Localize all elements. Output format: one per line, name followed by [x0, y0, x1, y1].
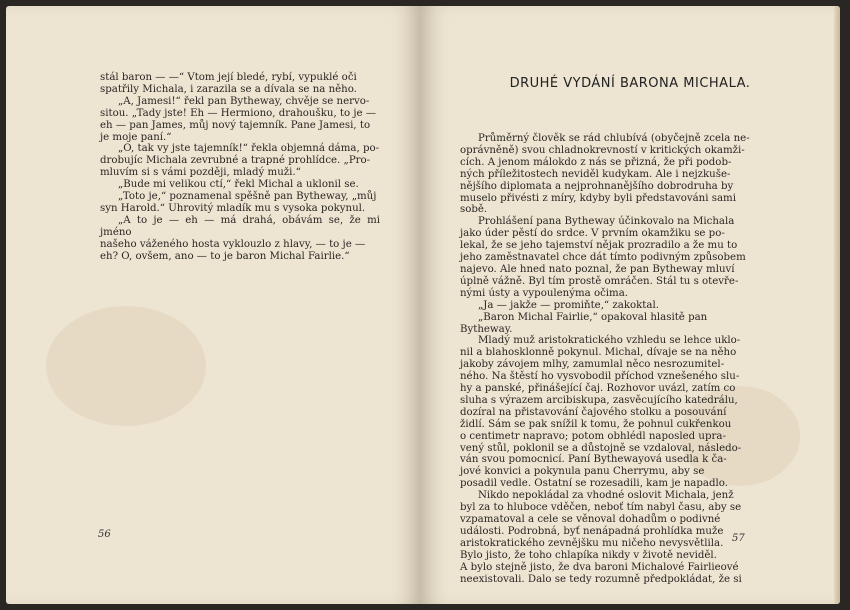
- left-page-number: 56: [98, 529, 111, 540]
- text-line: vený stůl, poklonil se a důstojně se vzdaloval, následo-: [460, 442, 742, 454]
- text-line: aristokratického zevnějšku mu ničeho nevysvětlila.: [460, 537, 724, 549]
- text-line: „Bude mi velikou ctí,“ řekl Michal a uklonil se.: [118, 179, 359, 191]
- text-line: stál baron — —“ Vtom její bledé, rybí, vypuklé oči: [100, 72, 357, 83]
- text-line: eh — pan James, můj nový tajemník. Pane Jamesi, to: [100, 119, 371, 131]
- left-page: [6, 6, 420, 604]
- text-line: vzpamatoval a cele se věnoval dohadům o podivné: [460, 514, 721, 525]
- text-line: jeho zaměstnavatel chce dát tímto podivným způsobem: [460, 252, 746, 264]
- text-line: sitou. „Tady jste! Eh — Hermiono, drahoušku, to je —: [100, 107, 377, 119]
- text-line: posadil vedle. Ostatní se rozesadili, kam je napadlo.: [460, 478, 728, 490]
- text-line: našeho váženého hosta vyklouzlo z hlavy, — to je —: [100, 238, 366, 250]
- left-page-text: [100, 72, 380, 263]
- text-line: oprávněně) svou chladnokrevností v kritických okamži-: [460, 144, 745, 156]
- chapter-heading: DRUHÉ VYDÁNÍ BARONA MICHALA.: [509, 76, 751, 91]
- text-line: Bylo jisto, že toho chlapíka nikdy v životě neviděl.: [460, 549, 717, 561]
- text-line: Nikdo nepokládal za vhodné oslovit Michala, jenž: [478, 490, 734, 502]
- text-line: drobujíc Michala zevrubné a trapné prohlídce. „Pro-: [100, 155, 371, 167]
- text-line: lekal, že se jeho tajemství nějak prozradilo a že mu to: [460, 240, 738, 252]
- right-page: [420, 6, 840, 604]
- text-line: „A, Jamesi!“ řekl pan Bytheway, chvěje se nervo-: [118, 95, 370, 107]
- right-page-text: [460, 133, 808, 585]
- text-line: Mladý muž aristokratického vzhledu se lehce uklo-: [478, 335, 741, 347]
- text-line: ván svou pomocnicí. Paní Bythewayová usedla k ča-: [460, 454, 727, 466]
- text-line: neexistovali. Dalo se tedy rozumně předpokládat, že si: [460, 573, 742, 585]
- text-line: židlí. Sám se pak snížil k tomu, že pohnul cukřenkou: [460, 418, 732, 430]
- page-edge: [834, 6, 840, 604]
- text-line: je moje paní.“: [100, 131, 172, 143]
- text-line: úplně vážně. Byl tím prostě omráčen. Stál tu s otevře-: [460, 275, 739, 287]
- paper-stain: [46, 306, 206, 426]
- text-line: sobě.: [460, 204, 488, 216]
- text-line: spatřily Michala, i zarazila se a dívala se na něho.: [100, 83, 357, 95]
- text-line: Průměrný člověk se rád chlubívá (obyčejně zcela ne-: [478, 133, 750, 144]
- text-line: jakoby závojem mlhy, zamumlal něco nesrozumitel-: [460, 359, 725, 371]
- text-line: cích. A jenom málokdo z nás se přizná, že při podob-: [460, 156, 732, 168]
- text-line: Prohlášení pana Bytheway účinkovalo na Michala: [478, 216, 735, 228]
- text-line: syn Harold.“ Uhrovitý mladík mu s vysoka pokynul.: [100, 202, 366, 214]
- text-line: mluvím si s vámi později, mladý muži.“: [100, 167, 301, 179]
- text-line: Bytheway.: [460, 323, 513, 335]
- text-line: „Toto je,“ poznamenal spěšně pan Bytheway, „můj: [118, 191, 377, 203]
- text-line: „A to je — eh — má drahá, obávám se, že mi jméno: [100, 214, 380, 238]
- text-line: sluha s výrazem arcibiskupa, zasvěcujícího katedrálu,: [460, 394, 738, 406]
- text-line: jové konvici a pokynula panu Cherrymu, aby se: [460, 466, 705, 478]
- text-line: „O, tak vy jste tajemník!“ řekla objemná dáma, po-: [118, 143, 380, 155]
- text-line: „Ja — jakže — promiňte,“ zakoktal.: [478, 299, 659, 311]
- text-line: události. Podrobná, byť nenápadná prohlídka muže: [460, 525, 724, 537]
- text-line: A bylo stejně jisto, že dva baroni Michalové Fairlieové: [460, 561, 739, 573]
- text-line: ných příležitostech neviděl kudykam. Ale i nejzkuše-: [460, 168, 731, 180]
- text-line: o centimetr napravo; potom obhlédl naposled upra-: [460, 430, 726, 442]
- text-line: nil a blahosklonně pokynul. Michal, dívaje se na něho: [460, 347, 737, 359]
- right-page-number: 57: [732, 533, 745, 544]
- text-line: hy a panské, přinášející čaj. Rozhovor uvázl, zatím co: [460, 383, 736, 395]
- text-line: jako úder pěstí do srdce. V prvním okamžiku se po-: [460, 228, 725, 240]
- text-line: nými ústy a vypoulenýma očima.: [460, 287, 629, 299]
- text-line: dozíral na přistavování čajového stolku a posouvání: [460, 406, 727, 418]
- text-line: ného. Na štěstí ho vysvobodil příchod vznešeného slu-: [460, 371, 740, 383]
- text-line: „Baron Michal Fairlie,“ opakoval hlasitě pan: [478, 311, 708, 323]
- text-line: eh? O, ovšem, ano — to je baron Michal Fairlie.“: [100, 250, 350, 262]
- text-line: muselo přivésti z míry, kdyby byli představováni sami: [460, 192, 736, 204]
- text-line: nějšího diplomata a nejprohnanějšího dobrodruha by: [460, 180, 734, 192]
- text-line: najevo. Ale hned nato poznal, že pan Bytheway mluví: [460, 263, 735, 275]
- text-line: byl za to hluboce vděčen, neboť tím nabyl času, aby se: [460, 502, 742, 514]
